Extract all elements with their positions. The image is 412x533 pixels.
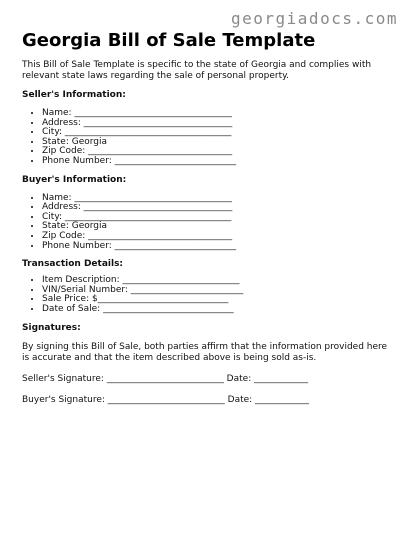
seller-address-field: • Address: _________________________________ (42, 119, 397, 129)
seller-signature-line: Seller's Signature: __________________________ Date: ____________ (22, 373, 309, 384)
seller-phone-field: • Phone Number: ___________________________ (42, 157, 397, 167)
signatures-paragraph: By signing this Bill of Sale, both parties affirm that the information provided here is accurate and that the item described above is being sold as-is. (22, 341, 388, 363)
signatures-heading: Signatures: (22, 322, 81, 333)
date-of-sale-field: • Date of Sale: _____________________________ (42, 305, 397, 315)
buyer-state-field: • State: Georgia (42, 222, 397, 232)
seller-state-field: • State: Georgia (42, 138, 397, 148)
intro-paragraph: This Bill of Sale Template is specific to the state of Georgia and complies with relevant state laws regarding the sale of personal property. (22, 60, 372, 81)
seller-name-field: • Name: ___________________________________ (42, 109, 397, 119)
site-watermark: georgiadocs.com (231, 9, 398, 28)
seller-heading: Seller's Information: (22, 90, 126, 100)
buyer-heading: Buyer's Information: (22, 174, 127, 185)
transaction-list (22, 276, 397, 314)
buyer-address-field: • Address: _________________________________ (42, 203, 397, 213)
vin-serial-field: • VIN/Serial Number: _________________________ (42, 286, 397, 296)
buyer-signature-line: Buyer's Signature: __________________________ Date: ____________ (22, 394, 310, 405)
item-description-field: • Item Description: __________________________ (42, 276, 397, 286)
seller-zip-field: • Zip Code: ________________________________ (42, 147, 397, 157)
buyer-list (22, 194, 397, 252)
buyer-name-field: • Name: ___________________________________ (42, 194, 397, 204)
seller-list (22, 109, 397, 167)
buyer-phone-field: • Phone Number: ___________________________ (42, 242, 397, 252)
buyer-zip-field: • Zip Code: ________________________________ (42, 232, 397, 242)
buyer-city-field: • City: _____________________________________ (42, 213, 397, 223)
document-title: Georgia Bill of Sale Template (22, 30, 316, 51)
sale-price-field: • Sale Price: $_____________________________ (42, 295, 397, 305)
seller-city-field: • City: _____________________________________ (42, 128, 397, 138)
transaction-heading: Transaction Details: (22, 259, 124, 270)
document-page (22, 30, 397, 406)
